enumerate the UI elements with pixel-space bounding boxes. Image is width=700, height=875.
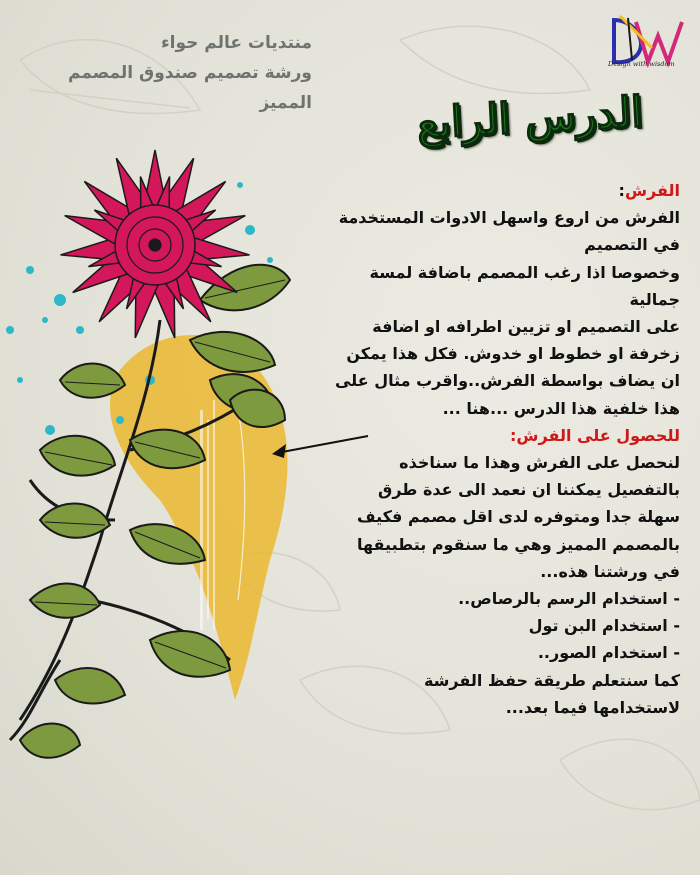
get-brushes-list-item: - استخدام الصور..	[537, 643, 680, 663]
workshop-title-line-2: المميز	[259, 93, 312, 113]
get-brushes-list-item: - استخدام البن تول	[528, 616, 680, 636]
get-brushes-line: لنحصل على الفرش وهذا ما سناخذه	[399, 453, 680, 473]
brushes-line: جمالية	[629, 289, 680, 309]
get-brushes-line: كما سنتعلم طريقة حفظ الفرشة	[423, 670, 680, 690]
get-brushes-line: بالتفصيل يمكننا ان نعمد الى عدة طرق	[378, 480, 680, 500]
brushes-line: الفرش من اروع واسهل الادوات المستخدمة	[338, 208, 680, 228]
get-brushes-heading: للحصول على الفرش:	[510, 425, 680, 445]
brushes-line: على التصميم او تزيين اطرافه او اضافة	[372, 317, 680, 337]
forum-name: منتديات عالم حواء	[160, 33, 312, 53]
get-brushes-line: لاستخدامها فيما بعد...	[505, 697, 680, 717]
logo-tagline: Design with wisdom	[608, 60, 675, 68]
brushes-heading: الفرش	[624, 181, 680, 200]
brushes-line: ان يضاف بواسطة الفرش..واقرب مثال على	[334, 371, 680, 391]
workshop-title-line-1: ورشة تصميم صندوق المصمم	[68, 63, 312, 83]
brushes-heading-colon: :	[618, 181, 625, 200]
get-brushes-line: بالمصمم المميز وهي ما سنقوم بتطبيقها	[356, 534, 680, 554]
brushes-line: في التصميم	[584, 235, 680, 255]
brushes-line: هذا خلفية هذا الدرس ...هنا ...	[442, 398, 680, 418]
lesson-content	[235, 177, 680, 721]
brushes-line: زخرفة او خطوط او خدوش. فكل هذا يمكن	[346, 344, 680, 364]
forum-header	[2, 28, 312, 118]
brushes-heading-line	[235, 177, 680, 204]
get-brushes-line: سهلة جدا ومتوفره لدى اقل مصمم فكيف	[357, 507, 680, 527]
lesson-title: الدرس الرابع	[415, 87, 645, 148]
get-brushes-line: في ورشتنا هذه...	[540, 561, 680, 581]
get-brushes-list-item: - استخدام الرسم بالرصاص..	[458, 589, 680, 609]
brushes-line: وخصوصا اذا رغب المصمم باضافة لمسة	[369, 262, 680, 282]
